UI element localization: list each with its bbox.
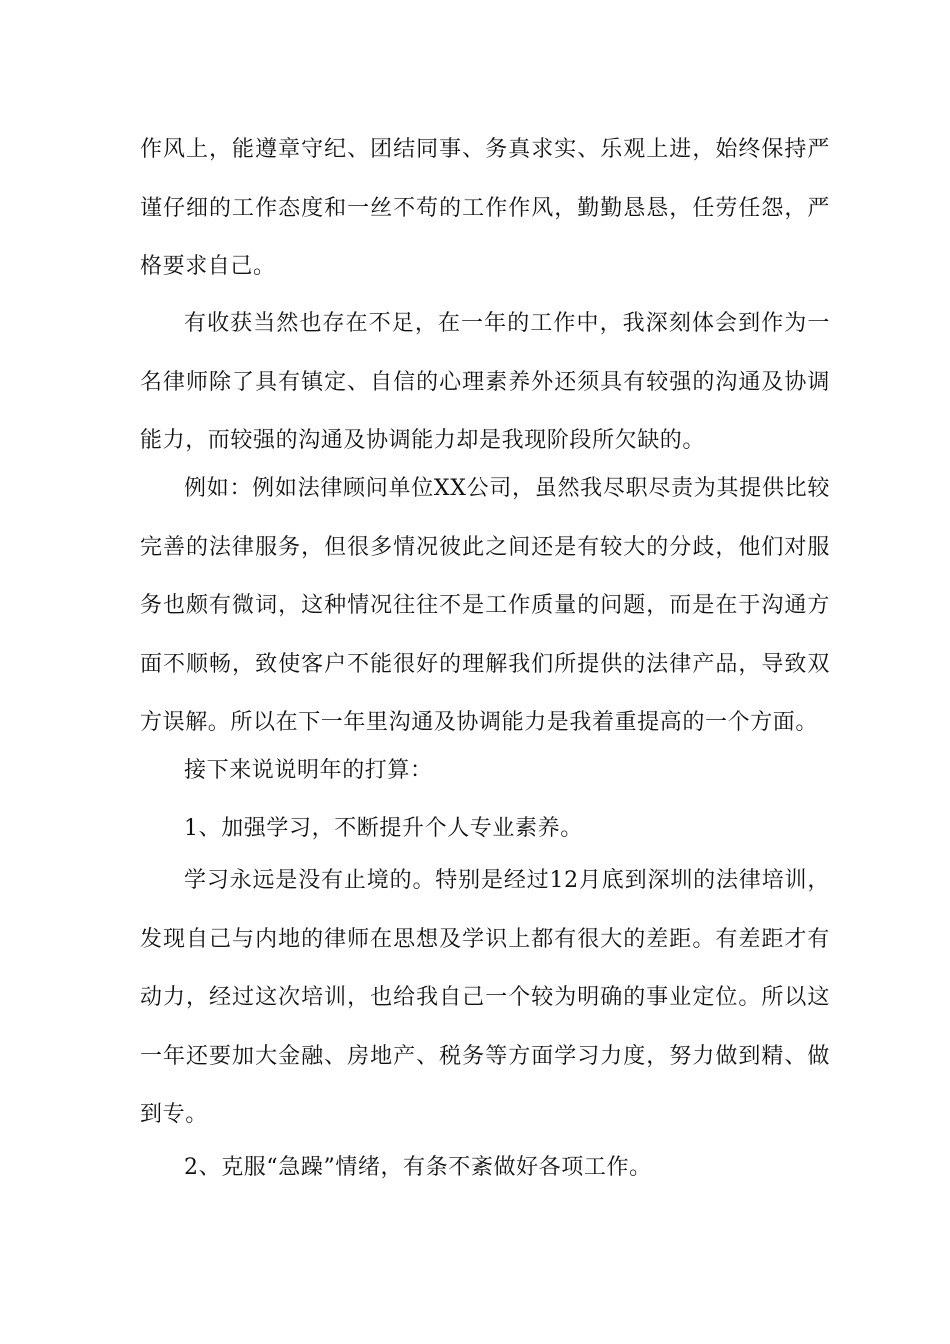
- list-item-1-heading: 1、加强学习，不断提升个人专业素养。: [184, 816, 583, 841]
- paragraph-work-style: 作风上，能遵章守纪、团结同事、务真求实、乐观上进，始终保持严谨仔细的工作态度和一丝不苟的工作作风，勤勤恳恳，任劳任怨，严格要求自己。: [140, 137, 830, 279]
- paragraph-next-year-plan: 接下来说说明年的打算：: [184, 758, 433, 783]
- paragraph-learning: 学习永远是没有止境的。特别是经过12月底到深圳的法律培训，发现自己与内地的律师在思想及学识上都有很大的差距。有差距才有动力，经过这次培训，也给我自己一个较为明确的事业定位。所以这一年还要加大金融、房地产、税务等方面学习力度，努力做到精、做到专。: [140, 868, 830, 1127]
- paragraph-example: 例如：例如法律顾问单位XX公司，虽然我尽职尽责为其提供比较完善的法律服务，但很多情况彼此之间还是有较大的分歧，他们对服务也颇有微词，这种情况往往不是工作质量的问题，而是在于沟通方面不顺畅，致使客户不能很好的理解我们所提供的法律产品，导致双方误解。所以在下一年里沟通及协调能力是我着重提高的一个方面。: [140, 476, 830, 735]
- list-item-2-heading: 2、克服“急躁”情绪，有条不紊做好各项工作。: [184, 1155, 652, 1180]
- paragraph-shortcomings: 有收获当然也存在不足，在一年的工作中，我深刻体会到作为一名律师除了具有镇定、自信的心理素养外还须具有较强的沟通及协调能力，而较强的沟通及协调能力却是我现阶段所欠缺的。: [140, 311, 830, 453]
